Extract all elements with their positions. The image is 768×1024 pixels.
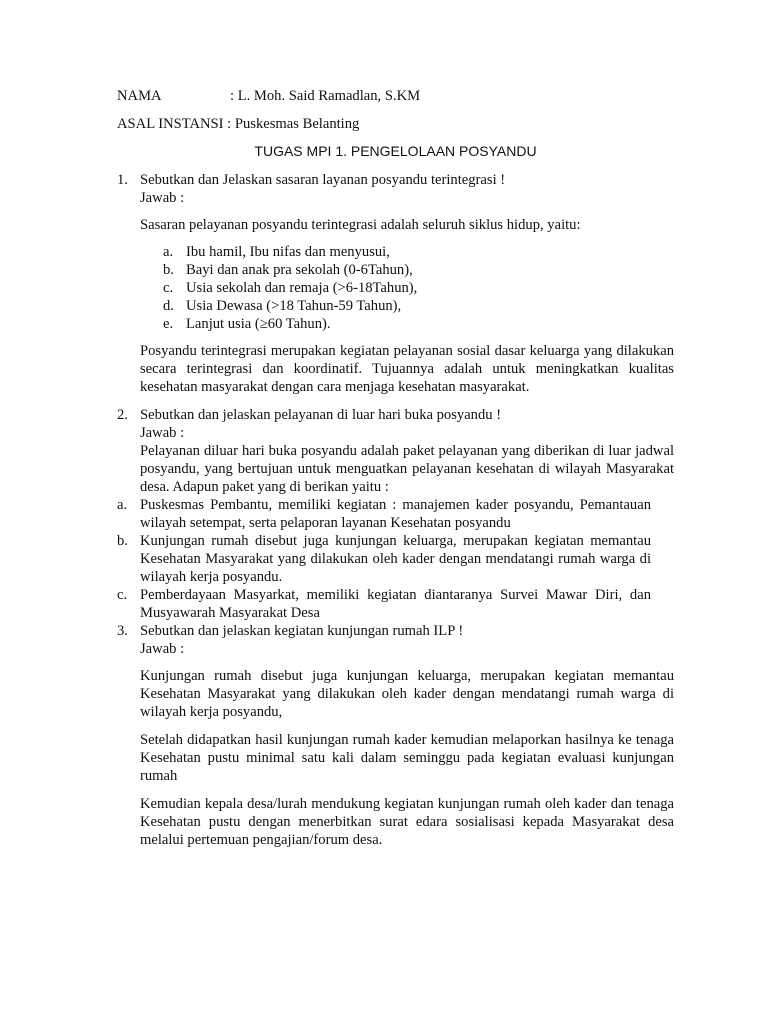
document-title: TUGAS MPI 1. PENGELOLAAN POSYANDU	[254, 143, 537, 159]
list-item: c. Usia sekolah dan remaja (>6-18Tahun),	[163, 280, 418, 296]
instansi-value: : Puskesmas Belanting	[223, 116, 360, 132]
instansi-label: ASAL INSTANSI	[117, 116, 224, 132]
q3-paragraph-3: Kemudian kepala desa/lurah mendukung kegiatan kunjungan rumah oleh kader dan tenaga Kesehatan pustu dengan menerbitkan surat edara sosialisasi kepada Masyarakat desa melalui pertemuan pengajian/forum desa.	[140, 796, 674, 848]
jawab-label: Jawab :	[140, 641, 185, 657]
question-3	[117, 622, 674, 658]
question-number: 3.	[117, 623, 128, 639]
question-text: Sebutkan dan jelaskan pelayanan di luar hari buka posyandu !	[140, 407, 502, 423]
q1-target-list	[163, 243, 463, 333]
q1-intro: Sasaran pelayanan posyandu terintegrasi adalah seluruh siklus hidup, yaitu:	[140, 217, 581, 233]
q2-intro: Pelayanan diluar hari buka posyandu adalah paket pelayanan yang diberikan di luar jadwal posyandu, yang bertujuan untuk menguatkan pelayanan kesehatan di wilayah Masyarakat desa. Adapun paket yang di berikan yaitu :	[140, 443, 674, 495]
question-text: Sebutkan dan jelaskan kegiatan kunjungan rumah ILP !	[140, 623, 464, 639]
nama-row	[117, 87, 420, 105]
question-number: 1.	[117, 172, 128, 188]
nama-label: NAMA	[117, 88, 162, 104]
nama-value: : L. Moh. Said Ramadlan, S.KM	[230, 88, 421, 104]
question-text: Sebutkan dan Jelaskan sasaran layanan posyandu terintegrasi !	[140, 172, 506, 188]
list-item: c. Pemberdayaan Masyarkat, memiliki kegiatan diantaranya Survei Mawar Diri, dan Musyawarah Masyarakat Desa	[117, 587, 651, 621]
q1-closing-paragraph: Posyandu terintegrasi merupakan kegiatan pelayanan sosial dasar keluarga yang dilakukan secara terintegrasi dan koordinatif. Tujuannya adalah untuk meningkatkan kualitas kesehatan masyarakat dengan cara menjaga kesehatan masyarakat.	[140, 343, 674, 395]
question-1	[117, 171, 674, 207]
list-item: a. Ibu hamil, Ibu nifas dan menyusui,	[163, 244, 390, 260]
list-item: e. Lanjut usia (≥60 Tahun).	[163, 316, 331, 332]
list-item: d. Usia Dewasa (>18 Tahun-59 Tahun),	[163, 298, 402, 314]
list-item: a. Puskesmas Pembantu, memiliki kegiatan : manajemen kader posyandu, Pemantauan wilayah setempat, serta pelaporan layanan Kesehatan posyandu	[117, 497, 651, 531]
list-item: b. Bayi dan anak pra sekolah (0-6Tahun),	[163, 262, 413, 278]
question-2	[117, 406, 674, 442]
list-item: b. Kunjungan rumah disebut juga kunjungan keluarga, merupakan kegiatan memantau Kesehatan Masyarakat yang dilakukan oleh kader dengan mendatangi rumah warga di wilayah kerja posyandu.	[117, 533, 651, 585]
instansi-row	[117, 115, 359, 133]
jawab-label: Jawab :	[140, 190, 185, 206]
q2-package-list	[117, 496, 674, 622]
question-number: 2.	[117, 407, 128, 423]
q3-paragraph-1: Kunjungan rumah disebut juga kunjungan keluarga, merupakan kegiatan memantau Kesehatan Masyarakat yang dilakukan oleh kader dengan mendatangi rumah warga di wilayah kerja posyandu,	[140, 668, 674, 720]
q3-paragraph-2: Setelah didapatkan hasil kunjungan rumah kader kemudian melaporkan hasilnya ke tenaga Kesehatan pustu minimal satu kali dalam seminggu pada kegiatan evaluasi kunjungan rumah	[140, 732, 674, 784]
jawab-label: Jawab :	[140, 425, 185, 441]
